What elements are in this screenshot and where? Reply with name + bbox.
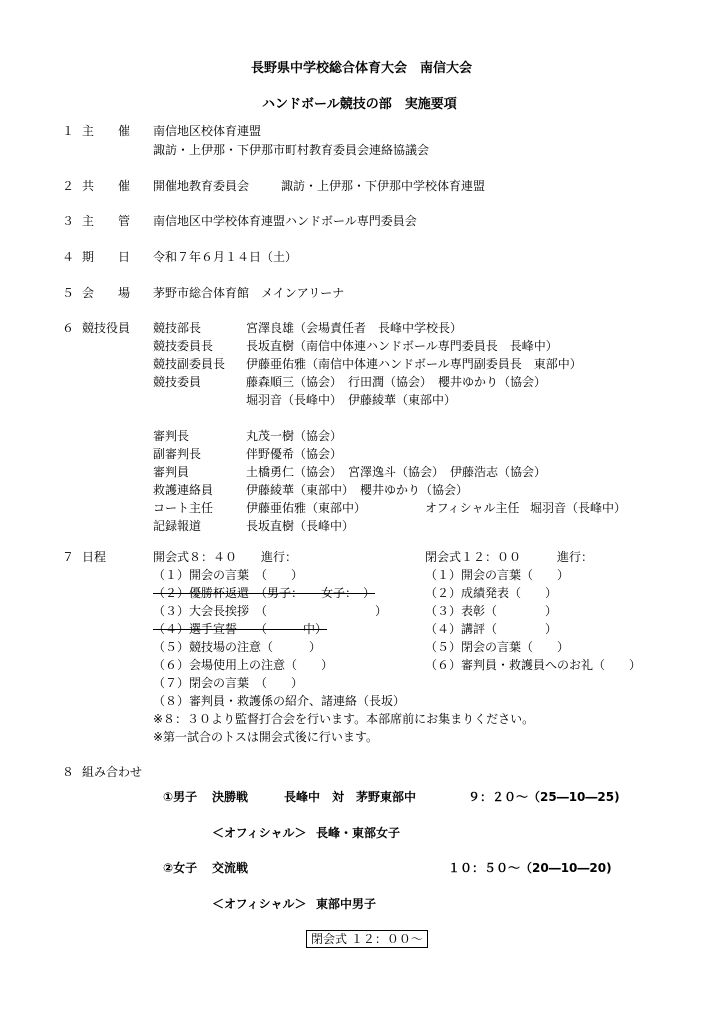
s5-value: 茅野市総合体育館 メインアリーナ	[153, 286, 345, 300]
s1-line2: 諏訪・上伊那・下伊那市町村教育委員会連絡協議会	[153, 143, 430, 157]
s6-value: 伴野優希（協会）	[246, 447, 343, 461]
s6-value: 宮澤良雄（会場責任者 長峰中学校長）	[246, 321, 463, 335]
official-value: 東部中男子	[316, 897, 377, 911]
close-item: （４）講評（ ）	[425, 622, 558, 636]
s7-close-header: 閉会式１２：００ 進行：	[425, 550, 594, 564]
s4-label: 期 日	[82, 250, 131, 264]
s6-role: 競技委員長	[153, 339, 214, 353]
s6-role: 審判長	[153, 429, 190, 443]
open-item: （７）閉会の言葉 （ ）	[153, 676, 304, 690]
s6-role: 記録報道	[153, 519, 202, 533]
title-line2: ハンドボール競技の部 実施要項	[262, 97, 457, 112]
s6-role: コート主任	[153, 501, 214, 515]
close-item: （２）成績発表（ ）	[425, 586, 558, 600]
s6-value: 堀羽音（長峰中） 伊藤綾華（東部中）	[246, 393, 457, 407]
s2-num: ２	[62, 179, 75, 193]
s7-num: ７	[62, 550, 75, 564]
s6-value: 伊藤亜佑雅（南信中体連ハンドボール専門副委員長 東部中）	[246, 357, 582, 371]
match-kind: 決勝戦	[212, 790, 249, 804]
s6-value: 長坂直樹（南信中体連ハンドボール専門委員長 長峰中）	[246, 339, 558, 353]
close-item: （５）閉会の言葉（ ）	[425, 640, 570, 654]
s6-value: 伊藤綾華（東部中） 櫻井ゆかり（協会）	[246, 483, 469, 497]
match-time: １０：５０～（20―10―20)	[448, 861, 612, 875]
s5-num: ５	[62, 286, 75, 300]
s3-label: 主 管	[82, 214, 131, 228]
s6-label: 競技役員	[82, 321, 131, 335]
s7-note: ※８：３０より監督打合会を行います。本部席前にお集まりください。	[153, 712, 535, 726]
s6-extra-label: オフィシャル主任	[425, 501, 520, 515]
s6-role: 審判員	[153, 465, 190, 479]
s1-line1: 南信地区校体育連盟	[153, 124, 262, 138]
open-item: （３）大会長挨拶 （ ）	[153, 604, 388, 618]
s6-value: 藤森順三（協会） 行田潤（協会） 櫻井ゆかり（協会）	[246, 375, 547, 389]
close-item: （６）審判員・救護員へのお礼（ ）	[425, 658, 642, 672]
match-mark: ①男子	[163, 790, 198, 804]
open-item: （１）開会の言葉 （ ）	[153, 568, 304, 582]
s7-label: 日程	[82, 550, 107, 564]
open-item: （５）競技場の注意（ ）	[153, 640, 322, 654]
open-item: （２）優勝杯返還 （男子： 女子： ）	[153, 586, 376, 600]
match-kind: 交流戦	[212, 861, 249, 875]
close-item: （３）表彰（ ）	[425, 604, 558, 618]
s7-open-header: 開会式８：４０ 進行：	[153, 550, 298, 564]
open-item: （４）選手宣誓 （ 中）	[153, 622, 328, 636]
s6-role: 競技委員	[153, 375, 202, 389]
close-item: （１）開会の言葉（ ）	[425, 568, 570, 582]
s6-role: 競技部長	[153, 321, 202, 335]
s7-note: ※第一試合のトスは開会式後に行います。	[153, 730, 378, 744]
official-value: 長峰・東部女子	[316, 826, 401, 840]
s1-label: 主 催	[82, 124, 131, 138]
match-teams: 長峰中 対 茅野東部中	[284, 790, 417, 804]
s6-num: ６	[62, 321, 75, 335]
s5-label: 会 場	[82, 286, 131, 300]
official-label: ＜オフィシャル＞	[212, 897, 307, 911]
s1-num: １	[62, 124, 75, 138]
match-time: ９：２０～（25―10―25)	[468, 790, 620, 804]
s6-role: 救護連絡員	[153, 483, 214, 497]
s6-role: 副審判長	[153, 447, 202, 461]
s6-extra-value: 堀羽音（長峰中）	[530, 501, 627, 515]
s3-value: 南信地区中学校体育連盟ハンドボール専門委員会	[153, 214, 417, 228]
s6-value: 丸茂一樹（協会）	[246, 429, 343, 443]
match-mark: ②女子	[163, 861, 198, 875]
s2-col1: 開催地教育委員会	[153, 179, 250, 193]
title-line1: 長野県中学校総合体育大会 南信大会	[251, 61, 473, 76]
open-item: （６）会場使用上の注意（ ）	[153, 658, 334, 672]
s8-num: ８	[62, 765, 75, 779]
open-item: （８）審判員・救護係の紹介、諸連絡（長坂）	[153, 694, 406, 708]
s3-num: ３	[62, 214, 75, 228]
s2-col2: 諏訪・上伊那・下伊那中学校体育連盟	[281, 179, 486, 193]
closing-time-box: 閉会式 １２：００～	[306, 930, 428, 948]
s4-value: 令和７年６月１４日（土）	[153, 250, 298, 264]
s4-num: ４	[62, 250, 75, 264]
s6-value: 長坂直樹（長峰中）	[246, 519, 355, 533]
official-label: ＜オフィシャル＞	[212, 826, 307, 840]
s8-label: 組み合わせ	[82, 765, 143, 779]
s6-role: 競技副委員長	[153, 357, 226, 371]
s2-label: 共 催	[82, 179, 131, 193]
s6-value: 土橋勇仁（協会） 宮澤逸斗（協会） 伊藤浩志（協会）	[246, 465, 547, 479]
s6-value: 伊藤亜佑雅（東部中）	[246, 501, 367, 515]
